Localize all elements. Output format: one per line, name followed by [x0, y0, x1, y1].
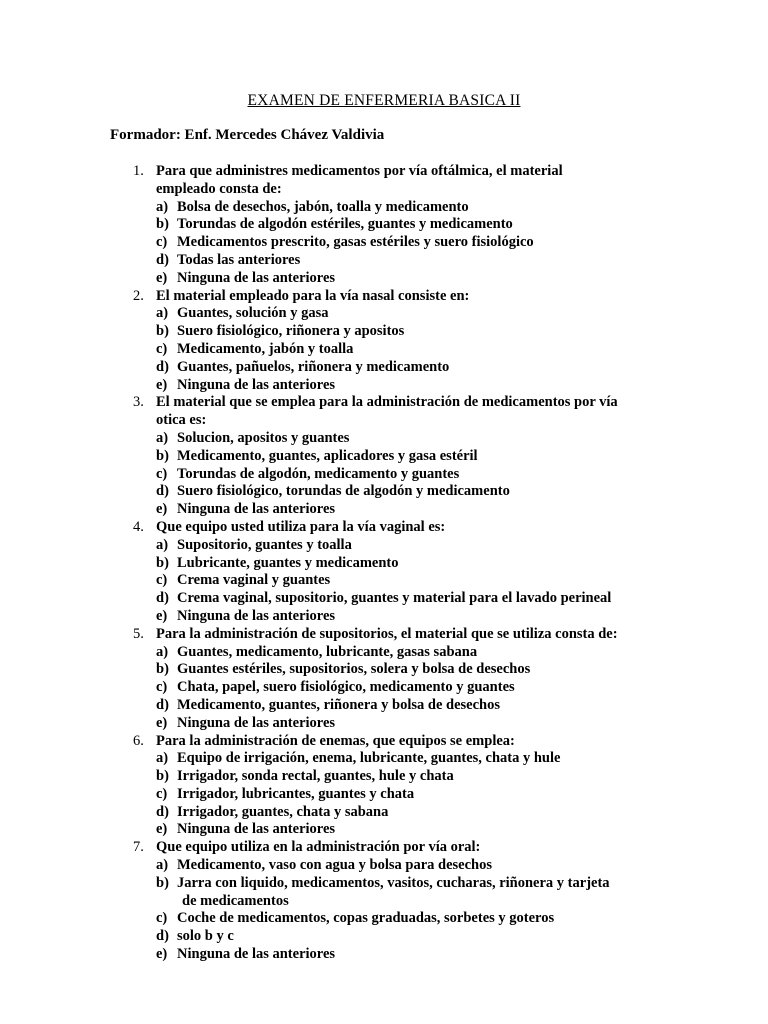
answer-option [0, 644, 768, 662]
option-text: Ninguna de las anteriores [177, 821, 336, 838]
question-text: Para la administración de supositorios, el material que se utiliza consta de: [156, 625, 618, 642]
answer-option [0, 590, 768, 608]
answer-option [0, 305, 768, 323]
option-letter: a) [156, 857, 169, 874]
option-letter: e) [156, 946, 168, 963]
option-text: Equipo de irrigación, enema, lubricante, guantes, chata y hule [177, 750, 561, 767]
option-letter: d) [156, 358, 169, 375]
question-text: Que equipo usted utiliza para la vía vaginal es: [156, 518, 446, 535]
option-text: Medicamento, jabón y toalla [177, 340, 354, 357]
question-list [0, 163, 768, 964]
option-text: Ninguna de las anteriores [177, 946, 336, 963]
question-text: Para que administres medicamentos por vía oftálmica, el material [156, 163, 563, 179]
option-text: Guantes, pañuelos, riñonera y medicamento [177, 358, 450, 375]
option-text: Suero fisiológico, torundas de algodón y medicamento [177, 483, 510, 500]
question-text: Que equipo utiliza en la administración por vía oral: [156, 839, 481, 856]
answer-option [0, 875, 768, 911]
question-item [0, 733, 768, 751]
option-letter: d) [156, 928, 169, 945]
answer-option [0, 537, 768, 555]
option-text: Supositorio, guantes y toalla [177, 536, 352, 553]
trainer-name: Formador: Enf. Mercedes Chávez Valdivia [110, 127, 385, 143]
option-text: Guantes, solución y gasa [177, 305, 329, 322]
option-letter: e) [156, 714, 168, 731]
option-letter: e) [156, 269, 168, 286]
option-letter: a) [156, 643, 169, 660]
answer-option [0, 270, 768, 288]
answer-option [0, 234, 768, 252]
question-item [0, 519, 768, 537]
answer-option [0, 821, 768, 839]
option-text: Torundas de algodón estériles, guantes y medicamento [177, 216, 513, 233]
question-item [0, 163, 768, 199]
option-text: Ninguna de las anteriores [177, 501, 336, 518]
option-letter: c) [156, 340, 168, 357]
question-number: 4. [133, 518, 144, 535]
option-text: Medicamentos prescrito, gasas estériles y suero fisiológico [177, 234, 534, 251]
question-item [0, 394, 768, 430]
question-text: empleado consta de: [156, 180, 282, 197]
option-letter: b) [156, 447, 169, 464]
answer-option [0, 466, 768, 484]
answer-option [0, 750, 768, 768]
question-number: 7. [133, 839, 144, 856]
option-letter: e) [156, 376, 168, 393]
option-letter: c) [156, 234, 168, 251]
question-number: 5. [133, 625, 144, 642]
option-text: Irrigador, lubricantes, guantes y chata [177, 785, 415, 802]
option-letter: b) [156, 554, 169, 571]
exam-title: EXAMEN DE ENFERMERIA BASICA II [247, 92, 521, 109]
option-text: Guantes, medicamento, lubricante, gasas sabana [177, 643, 478, 660]
option-letter: d) [156, 696, 169, 713]
answer-option [0, 946, 768, 964]
option-letter: c) [156, 785, 168, 802]
option-text: Coche de medicamentos, copas graduadas, sorbetes y goteros [177, 910, 555, 927]
option-letter: b) [156, 661, 169, 678]
answer-option [0, 199, 768, 217]
answer-option [0, 715, 768, 733]
option-text: Chata, papel, suero fisiológico, medicamento y guantes [177, 679, 515, 696]
answer-option [0, 430, 768, 448]
answer-option [0, 572, 768, 590]
option-text: Bolsa de desechos, jabón, toalla y medicamento [177, 198, 469, 215]
option-text: Ninguna de las anteriores [177, 376, 336, 393]
answer-option [0, 608, 768, 626]
answer-option [0, 501, 768, 519]
answer-option [0, 323, 768, 341]
option-letter: d) [156, 251, 169, 268]
answer-option [0, 786, 768, 804]
answer-option [0, 679, 768, 697]
option-letter: d) [156, 483, 169, 500]
option-text: Guantes estériles, supositorios, solera y bolsa de desechos [177, 661, 531, 678]
answer-option [0, 341, 768, 359]
option-text: Medicamento, vaso con agua y bolsa para desechos [177, 857, 492, 874]
option-letter: e) [156, 607, 168, 624]
option-text: Jarra con liquido, medicamentos, vasitos, cucharas, riñonera y tarjeta [177, 874, 610, 891]
option-letter: b) [156, 323, 169, 340]
option-letter: d) [156, 590, 169, 607]
question-number: 1. [133, 163, 144, 179]
option-text: Torundas de algodón, medicamento y guantes [177, 465, 460, 482]
question-text: El material empleado para la vía nasal consiste en: [156, 287, 470, 304]
option-text: Todas las anteriores [177, 251, 301, 268]
answer-option [0, 377, 768, 395]
answer-option [0, 555, 768, 573]
option-letter: b) [156, 216, 169, 233]
option-letter: c) [156, 910, 168, 927]
answer-option [0, 768, 768, 786]
question-number: 2. [133, 287, 144, 304]
option-letter: c) [156, 679, 168, 696]
answer-option [0, 661, 768, 679]
option-letter: d) [156, 803, 169, 820]
question-text: otica es: [156, 412, 207, 429]
option-letter: c) [156, 572, 168, 589]
option-text: Medicamento, guantes, riñonera y bolsa de desechos [177, 696, 501, 713]
answer-option [0, 359, 768, 377]
option-text-continuation: de medicamentos [182, 892, 289, 909]
answer-option [0, 804, 768, 822]
option-letter: b) [156, 768, 169, 785]
question-number: 6. [133, 732, 144, 749]
answer-option [0, 252, 768, 270]
option-letter: a) [156, 198, 169, 215]
option-text: Lubricante, guantes y medicamento [177, 554, 399, 571]
option-letter: a) [156, 429, 169, 446]
option-text: Irrigador, sonda rectal, guantes, hule y chata [177, 768, 454, 785]
answer-option [0, 216, 768, 234]
option-letter: b) [156, 874, 169, 891]
option-text: Ninguna de las anteriores [177, 269, 336, 286]
option-text: Crema vaginal y guantes [177, 572, 331, 589]
option-letter: e) [156, 821, 168, 838]
option-text: Crema vaginal, supositorio, guantes y material para el lavado perineal [177, 590, 612, 607]
question-item [0, 288, 768, 306]
question-number: 3. [133, 394, 144, 411]
option-letter: a) [156, 750, 169, 767]
option-text: Irrigador, guantes, chata y sabana [177, 803, 389, 820]
option-letter: c) [156, 465, 168, 482]
option-text: Solucion, apositos y guantes [177, 429, 350, 446]
answer-option [0, 857, 768, 875]
option-letter: a) [156, 536, 169, 553]
option-text: Ninguna de las anteriores [177, 607, 336, 624]
option-letter: a) [156, 305, 169, 322]
option-text: Medicamento, guantes, aplicadores y gasa estéril [177, 447, 478, 464]
answer-option [0, 697, 768, 715]
answer-option [0, 483, 768, 501]
question-text: El material que se emplea para la administración de medicamentos por vía [156, 394, 618, 411]
option-text: solo b y c [177, 928, 234, 945]
question-text: Para la administración de enemas, que equipos se emplea: [156, 732, 515, 749]
option-letter: e) [156, 501, 168, 518]
option-text: Ninguna de las anteriores [177, 714, 336, 731]
question-item [0, 839, 768, 857]
answer-option [0, 910, 768, 928]
option-text: Suero fisiológico, riñonera y apositos [177, 323, 405, 340]
question-item [0, 626, 768, 644]
answer-option [0, 928, 768, 946]
answer-option [0, 448, 768, 466]
